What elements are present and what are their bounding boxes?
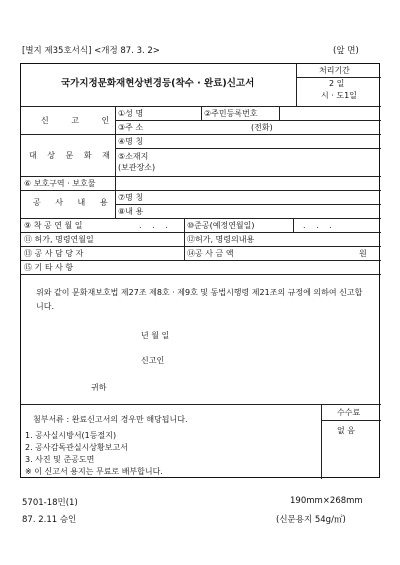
- footer-size: 190mm×268mm: [290, 496, 363, 506]
- heritage-location-label: ⑤소재지: [118, 152, 149, 161]
- construction-label: 공 사 내 용: [33, 198, 114, 207]
- footer-paper: (신문용지 54g/㎡): [276, 515, 346, 525]
- permit-date-label: ⑪ 허가, 명령연월일: [24, 235, 94, 244]
- processing-period-label: 처리기간: [319, 66, 350, 75]
- attachments-header: 첨부서류 : 완료신고서의 경우만 해당됩니다.: [33, 415, 188, 424]
- resident-number-label: ②주민등록번호: [204, 109, 258, 118]
- permit-content-label: ⑫허가, 명령의내용: [187, 235, 255, 244]
- fee-value: 없 음: [337, 426, 355, 435]
- construction-content-label: ⑧내 용: [118, 207, 144, 216]
- report-form: [20, 63, 380, 478]
- statement-text: 위와 같이 문화재보호법 제27조 제8호 · 제9호 및 동법시행령 제21조의 규정에 의하여 신고합니다.: [36, 288, 363, 311]
- amount-label: ⑭공 사 금 액: [187, 249, 234, 258]
- attachment-item-1: 1. 공사실시방서(1등절지): [25, 431, 117, 440]
- recipient-label: 귀하: [91, 383, 107, 392]
- processing-authority: 시 · 도1일: [321, 91, 357, 100]
- protection-zone-label: ⑥ 보호구역 · 보호물: [24, 179, 96, 188]
- date-line: 년 월 일: [141, 331, 170, 340]
- name-label: ①성 명: [118, 109, 144, 118]
- address-label: ③주 소: [118, 123, 144, 132]
- amount-unit: 원: [359, 249, 367, 258]
- form-title: 국가지정문화재현상변경등(착수 · 완료)신고서: [61, 78, 255, 89]
- free-distribution-note: ※ 이 신고서 용지는 무료로 배부합니다.: [25, 467, 163, 476]
- footer-code: 5701-18민(1): [22, 498, 78, 508]
- other-label: ⑮ 기 타 사 항: [24, 263, 74, 272]
- footer-approval: 87. 2.11 승인: [22, 515, 77, 525]
- start-date-label: ⑨ 착 공 연 월 일: [24, 221, 83, 230]
- start-date-dots: . . .: [139, 221, 172, 230]
- attachment-item-3: 3. 사진 및 준공도면: [25, 455, 95, 464]
- heritage-name-label: ④명 칭: [118, 137, 144, 146]
- fee-label: 수수료: [337, 408, 361, 417]
- construction-name-label: ⑦명 칭: [118, 193, 144, 202]
- phone-label: (전화): [251, 123, 273, 132]
- manager-label: ⑬ 공 사 담 당 자: [24, 249, 84, 258]
- completion-date-dots: . . .: [303, 221, 336, 230]
- processing-days: 2 일: [329, 79, 345, 88]
- form-number: [별지 제35호서식] <개정 87. 3. 2>: [22, 46, 160, 56]
- page-side: (앞 면): [333, 46, 359, 56]
- attachment-item-2: 2. 공사감독관실시상황보고서: [25, 443, 128, 452]
- heritage-location-sub: (보관장소): [118, 163, 156, 172]
- completion-date-label: ⑩준공(예정연월일): [187, 221, 255, 230]
- heritage-label: 대 상 문 화 재: [29, 151, 114, 160]
- reporter-label: 신 고 인: [41, 116, 120, 125]
- reporter-signature: 신고인: [141, 356, 165, 365]
